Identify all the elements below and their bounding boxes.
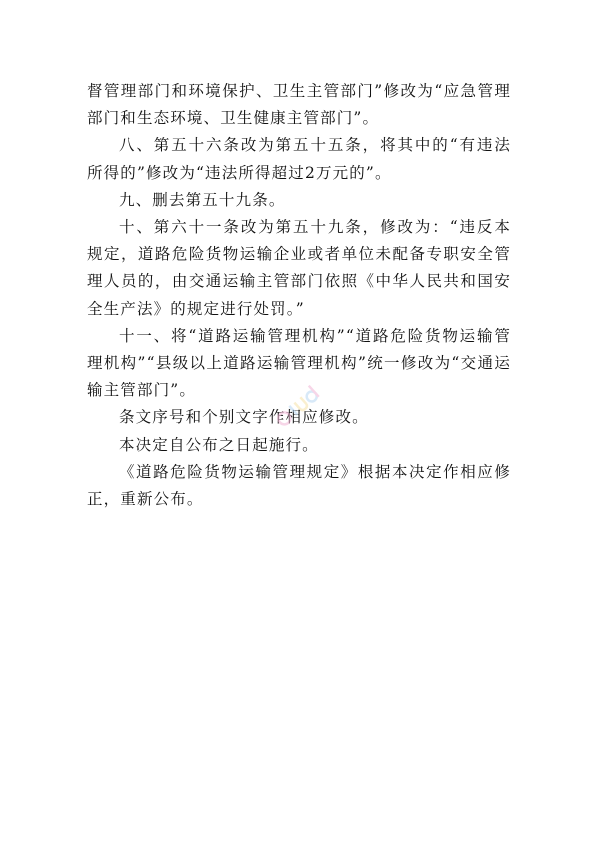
- paragraph-item-9: 九、删去第五十九条。: [119, 190, 286, 209]
- paragraph-effective-date: 本决定自公布之日起施行。: [119, 435, 319, 454]
- paragraph-numbering-note: 条文序号和个别文字作相应修改。: [119, 408, 369, 427]
- paragraph-republish-note: 《道路危险货物运输管理规定》根据本决定作相应修正，重新公布。: [87, 462, 511, 509]
- paragraph-continuation: 督管理部门和环境保护、卫生主管部门”修改为“应急管理部门和生态环境、卫生健康主管部门”。: [87, 82, 511, 128]
- paragraph-item-11: 十一、将“道路运输管理机构”“道路危险货物运输管理机构”“县级以上道路运输管理机构”统一修改为“交通运输主管部门”。: [87, 326, 511, 400]
- document-body: [87, 78, 511, 513]
- paragraph-item-8: 八、第五十六条改为第五十五条，将其中的“有违法所得的”修改为“违法所得超过2万元的”。: [87, 136, 511, 182]
- paragraph-item-10: 十、第六十一条改为第五十九条，修改为：“违反本规定，道路危险货物运输企业或者单位未配备专职安全管理人员的，由交通运输主管部门依照《中华人民共和国安全生产法》的规定进行处罚。”: [87, 218, 511, 318]
- colorful-watermark-icon: [262, 372, 332, 442]
